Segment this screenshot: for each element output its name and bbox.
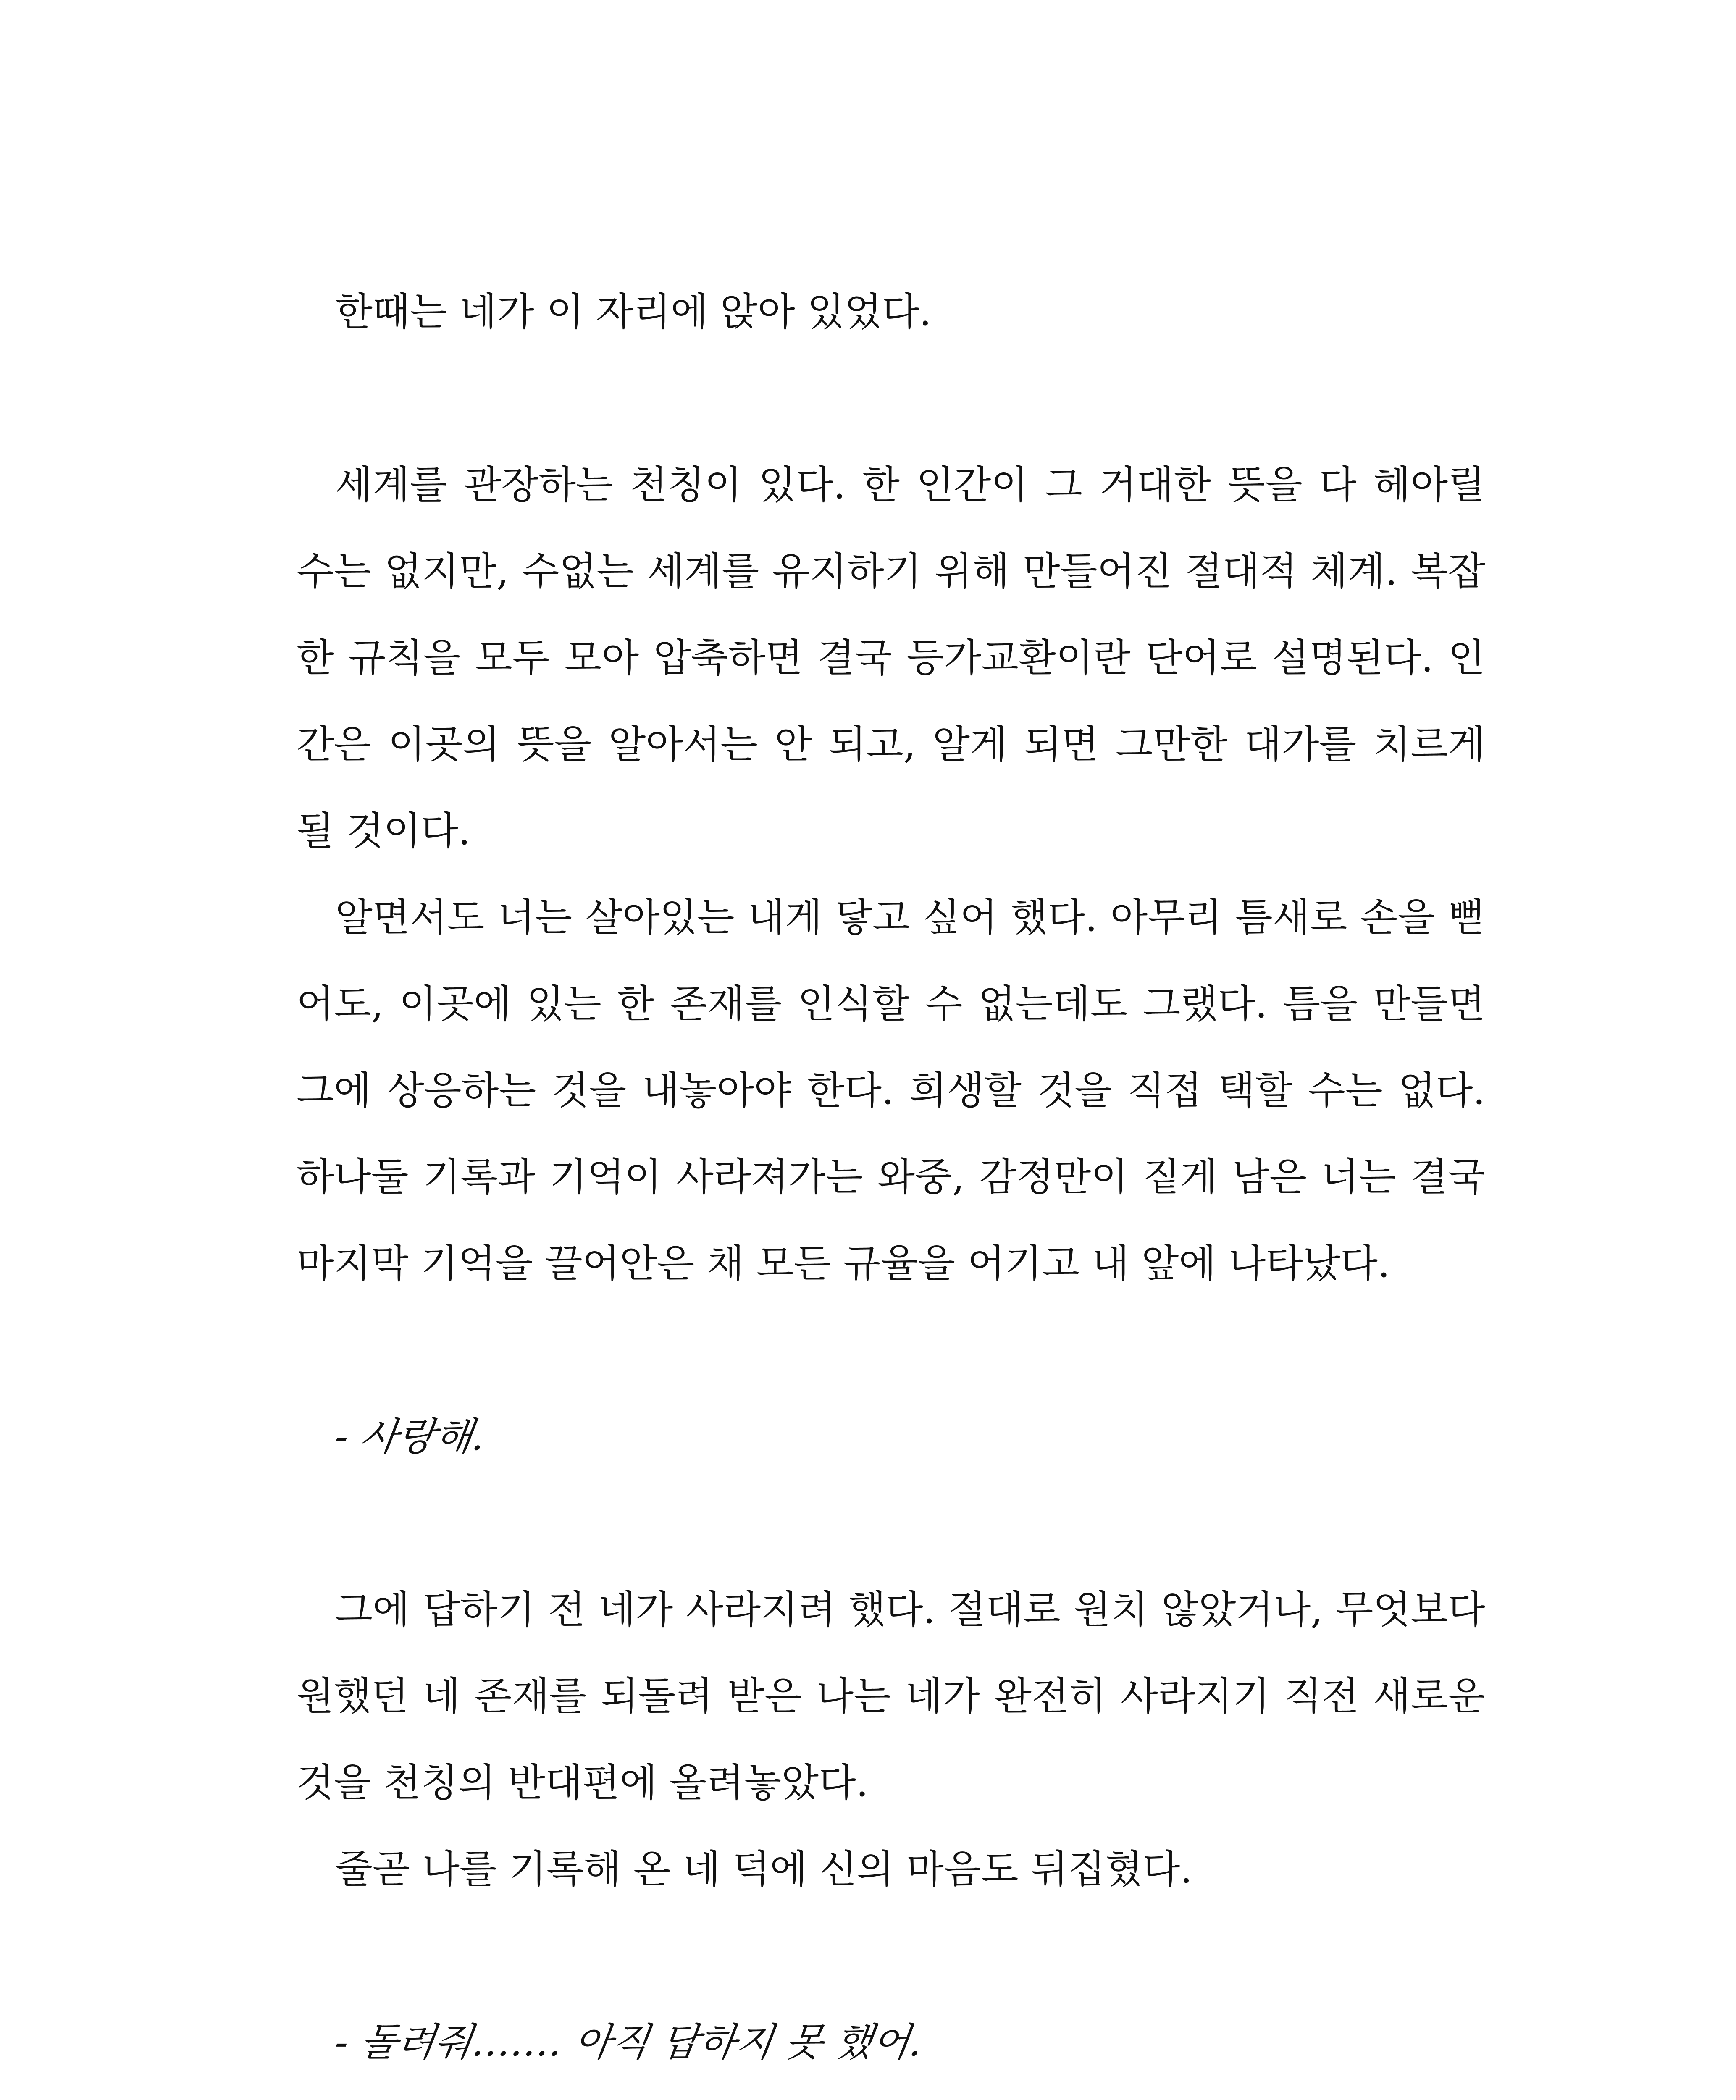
paragraph: 줄곧 나를 기록해 온 네 덕에 신의 마음도 뒤집혔다. xyxy=(335,1847,1192,1892)
paragraph-gap xyxy=(297,2086,1485,2100)
paragraph-gap xyxy=(297,1913,1485,1999)
body-text xyxy=(297,269,1485,2100)
paragraph: 알면서도 너는 살아있는 내게 닿고 싶어 했다. 아무리 틈새로 손을 뻗어도, 이곳에 있는 한 존재를 인식할 수 없는데도 그랬다. 틈을 만들면 그에 상응하는 것을 내놓아야 한다. 희생할 것을 직접 택할 수는 없다. 하나둘 기록과 기억이 사라져가는 와중, 감정만이 짙게 남은 너는 결국 마지막 기억을 끌어안은 채 모든 규율을 어기고 내 앞에 나타났다. xyxy=(297,895,1485,1286)
dialogue-line: - 돌려줘……. 아직 답하지 못 했어. xyxy=(332,2020,925,2065)
paragraph-gap xyxy=(297,355,1485,442)
paragraph-gap xyxy=(297,1480,1485,1567)
paragraph: 한때는 네가 이 자리에 앉아 있었다. xyxy=(335,289,932,334)
paragraph: 그에 답하기 전 네가 사라지려 했다. 절대로 원치 않았거나, 무엇보다 원했던 네 존재를 되돌려 받은 나는 네가 완전히 사라지기 직전 새로운 것을 천칭의 반대편에 올려놓았다. xyxy=(297,1587,1485,1805)
paragraph: 세계를 관장하는 천칭이 있다. 한 인간이 그 거대한 뜻을 다 헤아릴 수는 없지만, 수없는 세계를 유지하기 위해 만들어진 절대적 체계. 복잡한 규칙을 모두 모아 압축하면 결국 등가교환이란 단어로 설명된다. 인간은 이곳의 뜻을 알아서는 안 되고, 알게 되면 그만한 대가를 치르게 될 것이다. xyxy=(297,462,1485,853)
dialogue-line: - 사랑해. xyxy=(332,1414,488,1459)
paragraph-gap xyxy=(297,1307,1485,1394)
